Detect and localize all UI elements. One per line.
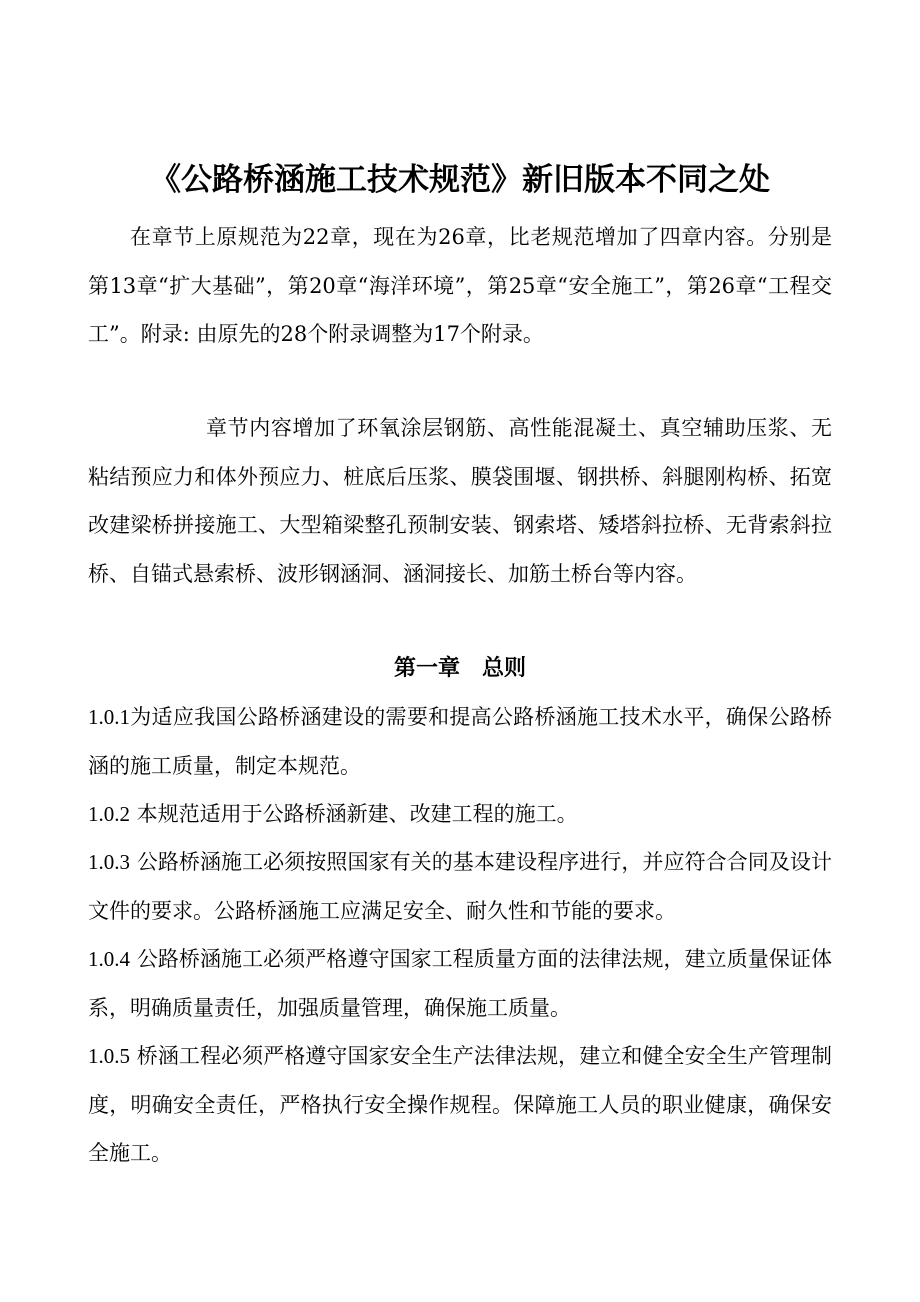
content-paragraph: 章节内容增加了环氧涂层钢筋、高性能混凝土、真空辅助压浆、无粘结预应力和体外预应力、桩底后压浆、膜袋围堰、钢拱桥、斜腿刚构桥、拓宽改建梁桥拼接施工、大型箱梁整孔预制安装、钢索塔、矮塔斜拉桥、无背索斜拉桥、自锚式悬索桥、波形钢涵洞、涵洞接长、加筋土桥台等内容。 xyxy=(88,416,832,586)
clause-text: 本规范适用于公路桥涵新建、改建工程的施工。 xyxy=(130,802,578,826)
intro-paragraph: 在章节上原规范为22章，现在为26章，比老规范增加了四章内容。分别是第13章“扩大基础”，第20章“海洋环境”，第25章“安全施工”，第26章“工程交工”。附录: 由原先的28个附录调整为17个附录。 xyxy=(88,225,832,346)
clause-1-0-1 xyxy=(88,693,832,790)
clause-number: 1.0.5 xyxy=(88,1044,130,1068)
clause-1-0-4 xyxy=(88,935,832,1032)
clause-1-0-3 xyxy=(88,838,832,935)
clause-1-0-2 xyxy=(88,790,832,839)
clause-text: 公路桥涵施工必须按照国家有关的基本建设程序进行，并应符合合同及设计文件的要求。公路桥涵施工应满足安全、耐久性和节能的要求。 xyxy=(88,850,832,923)
clause-number: 1.0.1 xyxy=(88,705,130,729)
clause-text: 桥涵工程必须严格遵守国家安全生产法律法规，建立和健全安全生产管理制度，明确安全责任，严格执行安全操作规程。保障施工人员的职业健康，确保安全施工。 xyxy=(88,1044,832,1165)
clause-number: 1.0.3 xyxy=(88,850,130,874)
clause-number: 1.0.4 xyxy=(88,947,130,971)
document-title: 《公路桥涵施工技术规范》新旧版本不同之处 xyxy=(150,162,770,198)
clause-number: 1.0.2 xyxy=(88,802,130,826)
clause-text: 公路桥涵施工必须严格遵守国家工程质量方面的法律法规，建立质量保证体系，明确质量责任，加强质量管理，确保施工质量。 xyxy=(88,947,832,1020)
chapter-heading: 第一章 总则 xyxy=(393,655,526,681)
clause-text: 为适应我国公路桥涵建设的需要和提高公路桥涵施工技术水平，确保公路桥涵的施工质量，制定本规范。 xyxy=(88,705,832,778)
clause-1-0-5 xyxy=(88,1032,832,1178)
